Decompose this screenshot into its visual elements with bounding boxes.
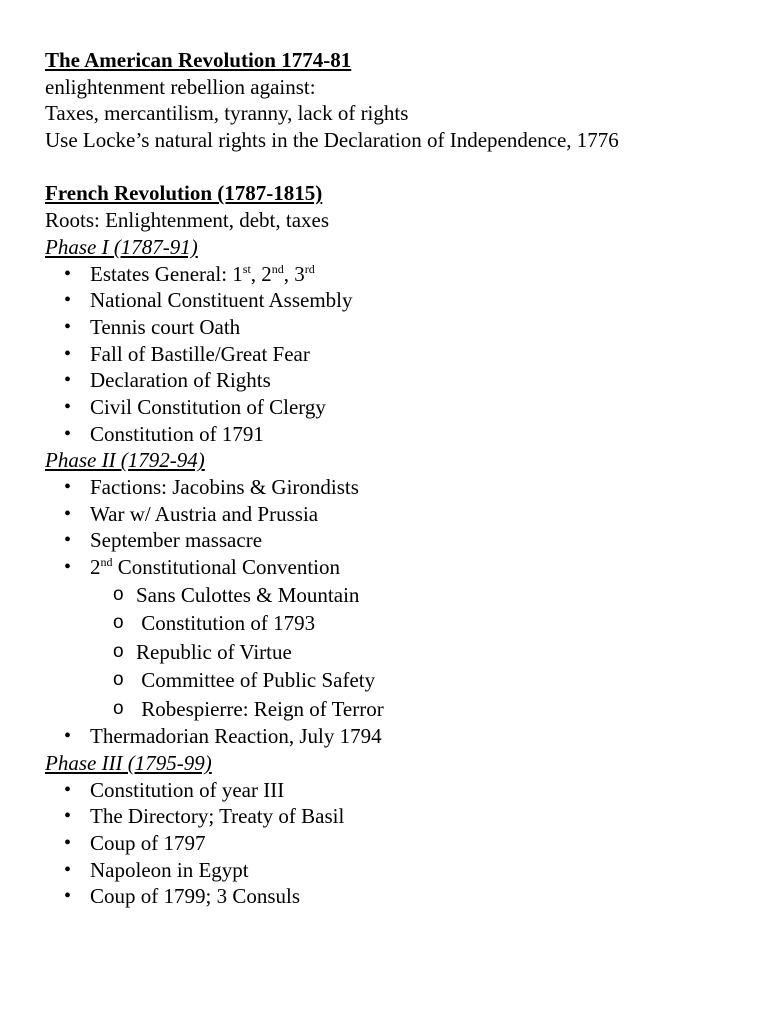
bullet-icon: •: [64, 342, 72, 365]
bullet-icon: •: [64, 858, 72, 881]
bullet-icon: •: [64, 262, 72, 285]
american-revolution-heading: The American Revolution 1774-81: [45, 48, 352, 72]
list-item-text: Constitution of 1791: [90, 421, 264, 446]
list-item-estates-general: [45, 261, 745, 288]
list-item: [45, 341, 745, 368]
circle-bullet-icon: o: [113, 669, 124, 691]
list-item-text: Constitution of year III: [90, 777, 285, 802]
estates-sup-1: st: [242, 261, 251, 276]
bullet-icon: •: [64, 832, 72, 854]
circle-bullet-icon: o: [113, 583, 124, 605]
american-line-2: Taxes, mercantilism, tyranny, lack of rights: [45, 101, 409, 126]
list-item: [45, 777, 745, 804]
sub-list-item: [45, 695, 745, 724]
circle-bullet-icon: o: [113, 697, 124, 719]
bullet-icon: •: [64, 289, 72, 312]
bullet-icon: •: [64, 885, 72, 908]
convention-num: 2: [90, 555, 101, 580]
sub-list-item-text: Sans Culottes & Mountain: [136, 582, 360, 607]
sub-list-item-text: Committee of Public Safety: [136, 668, 376, 693]
french-revolution-heading: French Revolution (1787-1815): [45, 181, 323, 206]
bullet-icon: •: [64, 556, 72, 579]
sub-list-item-text: Republic of Virtue: [136, 639, 292, 664]
bullet-icon: •: [64, 476, 72, 498]
bullet-icon: •: [64, 805, 72, 828]
bullet-icon: •: [64, 502, 72, 525]
estates-sup-2: nd: [271, 261, 284, 276]
document-page: [45, 47, 745, 910]
french-roots: Roots: Enlightenment, debt, taxes: [45, 208, 330, 233]
list-item: [45, 527, 745, 554]
bullet-icon: •: [64, 395, 72, 418]
estates-mid-2: , 3: [283, 261, 305, 286]
blank-line: [45, 154, 745, 181]
phase-3-title: Phase III (1795-99): [45, 750, 212, 775]
list-item-text: Declaration of Rights: [90, 368, 271, 393]
bullet-icon: •: [64, 778, 72, 801]
list-item-constitutional-convention: [45, 554, 745, 581]
sub-list-item: [45, 581, 745, 610]
list-item: [45, 314, 745, 341]
sub-list-item: [45, 609, 745, 638]
bullet-icon: •: [64, 422, 72, 445]
list-item-text: Napoleon in Egypt: [90, 857, 249, 882]
list-item: [45, 803, 745, 830]
list-item-text: Thermadorian Reaction, July 1794: [90, 724, 382, 749]
convention-text: Constitutional Convention: [112, 555, 341, 580]
circle-bullet-icon: o: [113, 612, 124, 634]
list-item: [45, 394, 745, 421]
list-item: [45, 883, 745, 910]
list-item-text: War w/ Austria and Prussia: [90, 501, 319, 526]
list-item-text: Coup of 1799; 3 Consuls: [90, 884, 301, 909]
bullet-icon: •: [64, 529, 72, 552]
list-item-text: Factions: Jacobins & Girondists: [90, 475, 359, 499]
estates-mid-1: , 2: [250, 261, 272, 286]
list-item: [45, 857, 745, 884]
list-item-text: Fall of Bastille/Great Fear: [90, 341, 310, 366]
circle-bullet-icon: o: [113, 640, 124, 662]
estates-prefix: Estates General: 1: [90, 261, 243, 286]
phase-2-title: Phase II (1792-94): [45, 448, 205, 473]
list-item: [45, 367, 745, 394]
list-item-text: September massacre: [90, 528, 263, 553]
list-item-text: Coup of 1797: [90, 831, 206, 855]
list-item: [45, 830, 745, 857]
list-item-text: Civil Constitution of Clergy: [90, 394, 326, 419]
american-line-1: enlightenment rebellion against:: [45, 74, 316, 99]
bullet-icon: •: [64, 315, 72, 338]
convention-sup: nd: [100, 555, 113, 570]
list-item: [45, 723, 745, 750]
sub-list-item-text: Robespierre: Reign of Terror: [136, 696, 384, 721]
american-line-3: Use Locke’s natural rights in the Declaration of Independence, 1776: [45, 128, 619, 153]
sub-list-item-text: Constitution of 1793: [136, 611, 316, 636]
list-item-text: National Constituent Assembly: [90, 288, 353, 313]
phase-1-title: Phase I (1787-91): [45, 234, 198, 259]
list-item-text: Tennis court Oath: [90, 314, 241, 339]
sub-list-item: [45, 638, 745, 667]
list-item: [45, 421, 745, 448]
estates-sup-3: rd: [304, 261, 315, 276]
list-item: [45, 501, 745, 528]
list-item: [45, 474, 745, 501]
sub-list-item: [45, 666, 745, 695]
list-item: [45, 287, 745, 314]
bullet-icon: •: [64, 369, 72, 392]
bullet-icon: •: [64, 725, 72, 748]
list-item-text: The Directory; Treaty of Basil: [90, 804, 345, 829]
